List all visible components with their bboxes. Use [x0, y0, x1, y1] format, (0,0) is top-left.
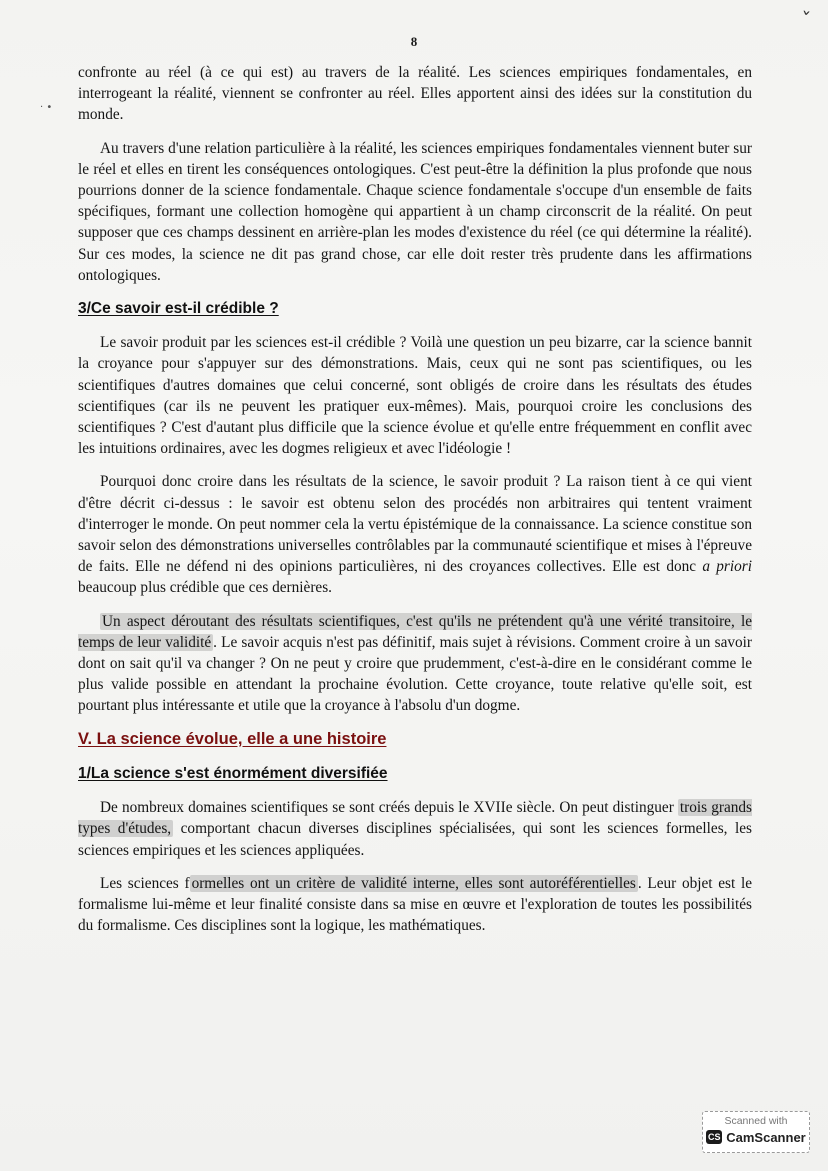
paragraph-5-text: . Le savoir acquis n'est pas définitif, mais sujet à révisions. Comment croire à un savoir dont on sait qu'il va changer ? On ne peut y croire que prudemment, c'est-à-dire en le considérant comme le plus valide possible en attendant la prochaine évolution. Cette croyance, toute relative qu'elle soit, est pourtant plus intéressante et utile que la croyance à l'absolu d'un dogme. — [78, 633, 753, 715]
camscanner-label: CamScanner — [726, 1129, 806, 1145]
paragraph-7-text-a: Les sciences f — [100, 874, 190, 892]
section-heading-credibility: 3/Ce savoir est-il crédible ? — [78, 300, 279, 318]
chapter-heading-history: V. La science évolue, elle a une histoire — [78, 729, 387, 748]
paragraph-7-text-b: . Leur objet est le formalisme lui-même et leur finalité consiste dans sa mise en œuvre et l'exploration de toutes les possibilités du formalisme. Ces disciplines sont la logique, les mathématiques. — [78, 874, 752, 935]
paragraph-3: Le savoir produit par les sciences est-il crédible ? Voilà une question un peu bizarre, car la science bannit la croyance pour s'appuyer sur des démonstrations. Mais, ceux qui ne sont pas scientifiques, ou les scientifiques d'autres domaines que celui concerné, sont obligés de croire dans les résultats des études scientifiques (car ils ne peuvent les pratiquer eux-mêmes). Mais, pourquoi croire les conclusions des scientifiques ? C'est d'autant plus difficile que la science évolue et qu'elle entre fréquemment en conflit avec les intuitions ordinaires, avec les dogmes religieux et avec l'idéologie ! — [78, 334, 752, 458]
highlighted-text: Un aspect déroutant des résultats scientifiques, c'est qu'ils ne prétendent qu'à une vérité transitoire, le temps de leur validité — [78, 612, 752, 651]
paragraph-5 — [78, 611, 752, 717]
paragraph-4-text-a: Pourquoi donc croire dans les résultats de la science, le savoir produit ? La raison tient à ce qui vient d'être décrit ci-dessus : le savoir est obtenu selon des procédés non arbitraires qui tentent vraiment d'interroger le monde. On peut nommer cela la vertu épistémique de la connaissance. La science constitue son savoir selon des démonstrations universelles contrôlables par la communauté scientifique et mises à l'épreuve de faits. Elle ne défend ni des opinions particulières, ni des croyances collectives. Elle est donc — [78, 473, 752, 576]
paragraph-4-text-b: beaucoup plus crédible que ces dernières. — [78, 579, 332, 597]
margin-mark: · • — [40, 102, 53, 113]
scanned-with-label: Scanned with — [724, 1115, 788, 1127]
corner-mark: ˇ — [797, 7, 813, 33]
paragraph-6-text-a: De nombreux domaines scientifiques se sont créés depuis le XVIIe siècle. On peut distinguer — [100, 799, 678, 817]
paragraph-1: confronte au réel (à ce qui est) au travers de la réalité. Les sciences empiriques fondamentales, en interrogeant la réalité, viennent se confronter au réel. Elles apportent ainsi des idées sur la constitution du monde. — [78, 64, 752, 124]
camscanner-icon: CS — [707, 1132, 721, 1142]
document-body — [78, 62, 752, 948]
highlighted-text: trois grands types d'études, — [78, 799, 752, 838]
camscanner-watermark — [702, 1111, 810, 1153]
page-number: 8 — [410, 34, 418, 49]
paragraph-4 — [78, 471, 752, 598]
paragraph-2: Au travers d'une relation particulière à la réalité, les sciences empiriques fondamentales viennent buter sur le réel et elles en tirent les conséquences ontologiques. C'est peut-être la définition la plus profonde que nous pourrions donner de la science fondamentale. Chaque science fondamentale s'occupe d'un ensemble de faits spécifiques, formant une collection homogène qui appartient à un champ circonscrit de la réalité. On peut supposer que ces champs dessinent en arrière-plan les modes d'existence du réel (ce qui détermine la réalité). Sur ces modes, la science ne dit pas grand chose, car elle doit rester très prudente dans les affirmations ontologiques. — [78, 139, 752, 284]
paragraph-4-emphasis: a priori — [702, 558, 752, 576]
paragraph-7 — [78, 873, 752, 937]
section-heading-diversification: 1/La science s'est énormément diversifiée — [78, 764, 388, 782]
highlighted-text: ormelles ont un critère de validité interne, elles sont autoréférentielles — [191, 874, 636, 892]
camscanner-brand — [706, 1130, 805, 1145]
paragraph-6 — [78, 797, 752, 861]
paragraph-6-text-b: comportant chacun diverses disciplines spécialisées, qui sont les sciences formelles, les sciences empiriques et les sciences appliquées. — [78, 820, 753, 859]
